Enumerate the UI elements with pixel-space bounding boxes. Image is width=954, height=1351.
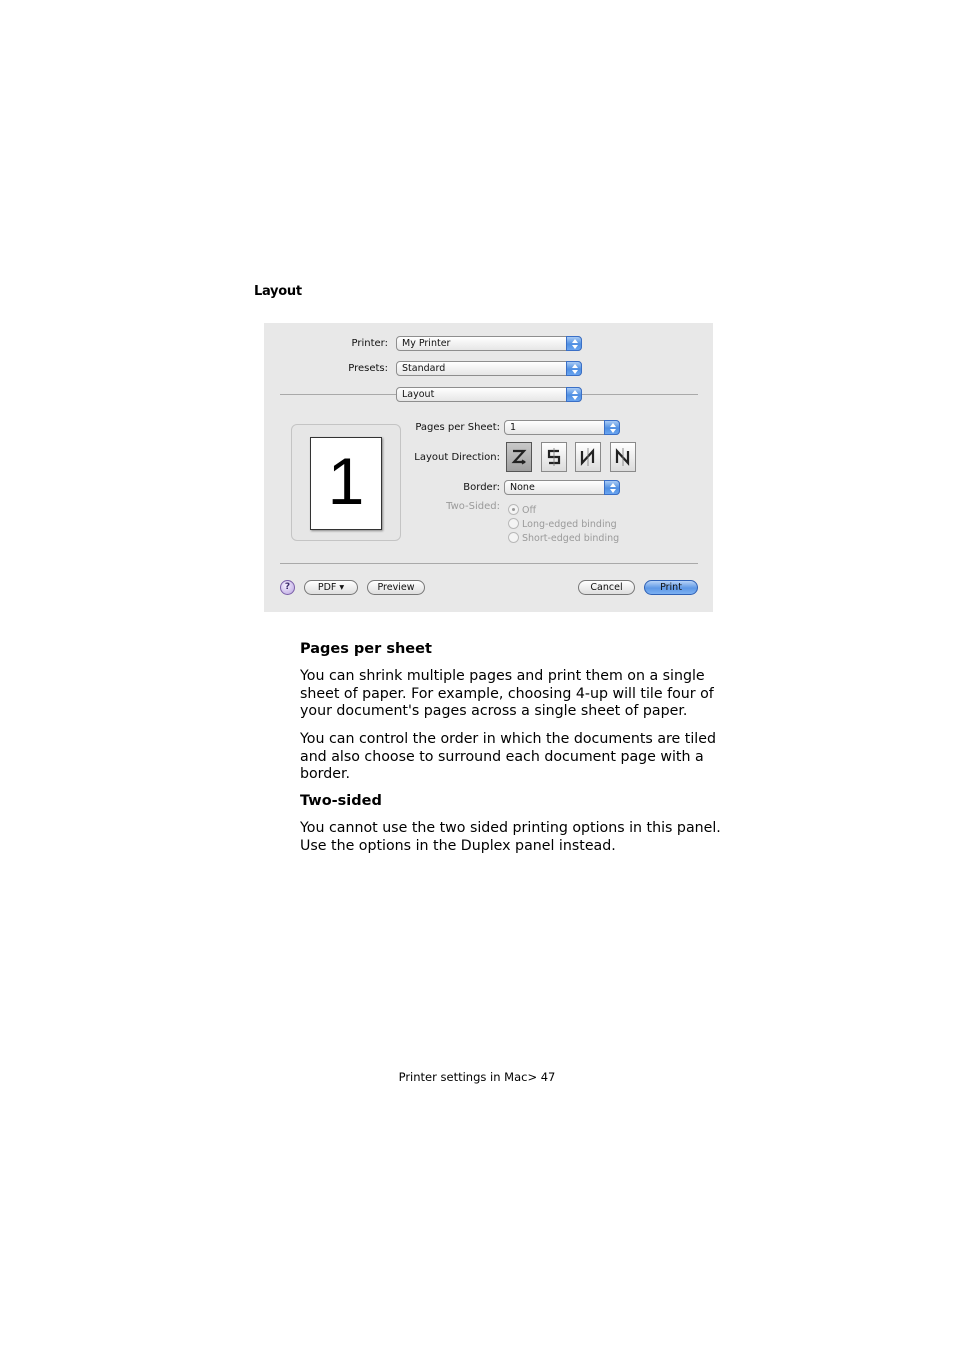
two-sided-option-label: Long-edged binding [522,519,617,530]
two-sided-heading: Two-sided [300,793,382,809]
panel-value: Layout [402,389,435,400]
help-button[interactable]: ? [280,580,295,595]
layout-direction-reverse-n-button[interactable] [575,442,601,472]
section-heading: Layout [254,284,302,299]
reverse-n-order-icon [578,446,598,468]
printer-value: My Printer [402,338,451,349]
n-order-icon [613,446,633,468]
preview-page [310,437,382,530]
border-popup[interactable] [504,480,620,495]
radio-icon [508,518,519,529]
separator [280,563,698,564]
preview-page-number: 1 [327,444,365,518]
print-button[interactable]: Print [644,580,698,595]
pages-per-sheet-paragraph-2: You can control the order in which the documents are tiled and also choose to surround each document page with a border. [300,731,716,783]
presets-popup[interactable] [396,361,582,376]
printer-popup[interactable] [396,336,582,351]
two-sided-option-label: Off [522,505,537,516]
cancel-button[interactable]: Cancel [578,580,635,595]
popup-arrows-icon [604,420,620,435]
two-sided-option-label: Short-edged binding [522,533,620,544]
page-footer: Printer settings in Mac> 47 [398,1070,556,1084]
print-dialog [264,323,713,612]
z-order-icon [509,446,529,468]
layout-direction-s-button[interactable] [541,442,567,472]
page-preview [291,424,401,541]
popup-arrows-icon [604,480,620,495]
border-label: Border: [463,482,500,493]
layout-direction-label: Layout Direction: [414,452,500,463]
preview-button[interactable]: Preview [367,580,425,595]
panel-popup[interactable] [396,387,582,402]
radio-icon [508,532,519,543]
pages-per-sheet-paragraph-1: You can shrink multiple pages and print them on a single sheet of paper. For example, choosing 4-up will tile four of your document's pages across a single sheet of paper. [300,668,714,720]
layout-direction-z-button[interactable] [506,442,532,472]
separator [280,394,397,395]
two-sided-short-edge-radio[interactable] [508,532,619,544]
separator [582,394,698,395]
two-sided-long-edge-radio[interactable] [508,518,617,530]
s-order-icon [544,446,564,468]
pages-per-sheet-label: Pages per Sheet: [415,422,500,433]
pages-per-sheet-value: 1 [510,422,517,433]
pages-per-sheet-heading: Pages per sheet [300,641,432,657]
pdf-button[interactable]: PDF ▾ [304,580,358,595]
layout-direction-n-button[interactable] [610,442,636,472]
popup-arrows-icon [566,361,582,376]
presets-label: Presets: [348,363,388,374]
radio-selected-icon [508,504,519,515]
popup-arrows-icon [566,336,582,351]
popup-arrows-icon [566,387,582,402]
pages-per-sheet-popup[interactable] [504,420,620,435]
border-value: None [510,482,535,493]
two-sided-label: Two-Sided: [446,501,500,512]
printer-label: Printer: [351,338,388,349]
presets-value: Standard [402,363,446,374]
two-sided-paragraph: You cannot use the two sided printing options in this panel. Use the options in the Duplex panel instead. [300,820,721,854]
two-sided-off-radio[interactable] [508,504,536,516]
